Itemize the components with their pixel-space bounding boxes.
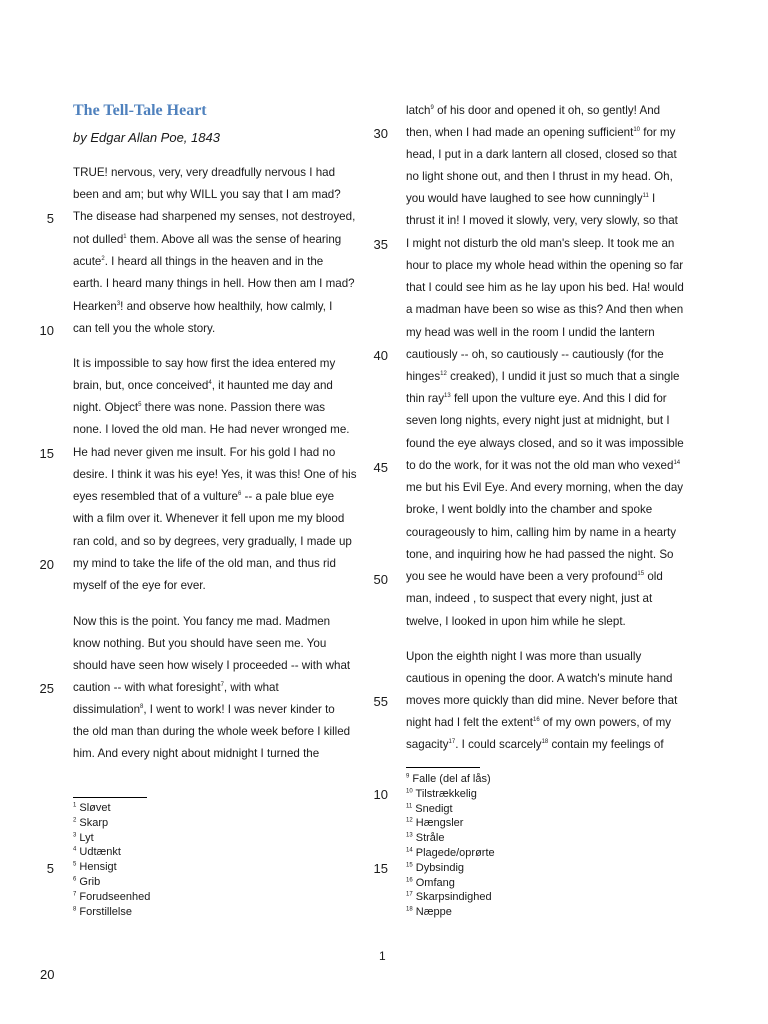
text-line: head, I put in a dark lantern all closed, closed so that xyxy=(406,148,677,161)
footnote-reference: 3 xyxy=(116,301,121,308)
text-line: Hearken$^3$! and observe how healthily, how calmly, I xyxy=(73,300,333,313)
text-line: to do the work, for it was not the old man who vexed$^{14}$ xyxy=(406,459,681,472)
footnote-reference: 10 xyxy=(633,127,641,134)
text-line: broke, I went boldly into the chamber and spoke xyxy=(406,503,653,516)
footnote-reference: 9 xyxy=(430,105,434,112)
text-line: that I could see him as he lay upon his bed. Ha! would xyxy=(406,281,684,294)
text-line: myself of the eye for ever. xyxy=(73,579,206,592)
footnote: $^{16}$ Omfang xyxy=(406,876,455,889)
footnote: $^9$ Falle (del af lås) xyxy=(406,773,491,785)
text-line: cautious in opening the door. A watch's minute hand xyxy=(406,672,673,685)
line-number: 55 xyxy=(373,694,388,709)
text-line: can tell you the whole story. xyxy=(73,322,216,335)
footnote-reference: 8 xyxy=(140,704,144,711)
footnote-separator-left xyxy=(73,797,147,798)
text-line: courageously to him, calling him by name in a hearty xyxy=(406,526,677,539)
byline: by Edgar Allan Poe, 1843 xyxy=(73,130,220,145)
footnote: $^{10}$ Tilstrækkelig xyxy=(406,787,477,800)
text-line: I might not disturb the old man's sleep. It took me an xyxy=(406,237,675,250)
footnote: $^6$ Grib xyxy=(73,876,101,888)
text-line: know nothing. But you should have seen me. You xyxy=(73,637,327,650)
text-line: man, indeed , to suspect that every night, just at xyxy=(406,592,653,605)
text-line: with a film over it. Whenever it fell upon me my blood xyxy=(73,512,345,525)
text-line: eyes resembled that of a vulture$^6$ -- a pale blue eye xyxy=(73,490,335,503)
text-line: thrust it in! I moved it slowly, very, very slowly, so that xyxy=(406,214,678,227)
footnote-reference: 6 xyxy=(237,491,242,498)
footnote-reference: 12 xyxy=(440,371,447,378)
line-number: 10 xyxy=(373,787,388,802)
text-line: should have seen how wisely I proceeded -- with what xyxy=(73,659,351,672)
text-line: me but his Evil Eye. And every morning, when the day xyxy=(406,481,684,494)
footnote: $^4$ Udtænkt xyxy=(73,846,121,859)
text-line: caution -- with what foresight$^7$, with what xyxy=(73,681,279,694)
line-number: 10 xyxy=(39,323,54,338)
text-line: It is impossible to say how first the idea entered my xyxy=(73,357,336,370)
text-line: The disease had sharpened my senses, not destroyed, xyxy=(73,210,356,223)
text-line: night. Object$^5$ there was none. Passion there was xyxy=(73,401,326,414)
footnote-reference: 18 xyxy=(541,739,549,746)
text-line: night had I felt the extent$^{16}$ of my own powers, of my xyxy=(406,716,672,729)
line-number: 50 xyxy=(373,572,388,587)
footnote-reference: 14 xyxy=(673,460,681,467)
text-line: a madman have been so wise as this? And then when xyxy=(406,303,684,316)
text-line: you see he would have been a very profound$^{15}$ old xyxy=(406,570,663,583)
footnote-reference: 4 xyxy=(208,380,212,387)
line-number: 5 xyxy=(46,211,54,226)
footnote-reference: 15 xyxy=(637,571,645,578)
text-line: Now this is the point. You fancy me mad. Madmen xyxy=(73,615,331,628)
text-line: desire. I think it was his eye! Yes, it was this! One of his xyxy=(73,468,357,481)
footnote: $^1$ Sløvet xyxy=(73,802,111,814)
line-number: 35 xyxy=(373,237,388,252)
footnote: $^{11}$ Snedigt xyxy=(406,802,453,815)
text-line: TRUE! nervous, very, very dreadfully nervous I had xyxy=(73,166,336,179)
footnote-reference: 13 xyxy=(444,393,451,400)
text-line: Upon the eighth night I was more than usually xyxy=(406,650,642,663)
text-line: brain, but, once conceived$^4$, it haunted me day and xyxy=(73,379,333,392)
text-line: thin ray$^{13}$ fell upon the vulture eye. And this I did for xyxy=(406,392,667,405)
text-line: then, when I had made an opening sufficient$^{10}$ for my xyxy=(406,126,676,139)
text-line: my head was well in the room I undid the lantern xyxy=(406,326,655,339)
text-line: none. I loved the old man. He had never wronged me. xyxy=(73,423,350,436)
text-line: hour to place my whole head within the opening so far xyxy=(406,259,684,272)
text-line: moves more quickly than did mine. Never before that xyxy=(406,694,678,707)
text-line: sagacity$^{17}$. I could scarcely$^{18}$ contain my feelings of xyxy=(406,738,664,751)
footnote: $^{18}$ Næppe xyxy=(406,906,452,919)
bottom-line-number: 20 xyxy=(40,967,55,982)
text-line: acute$^2$. I heard all things in the heaven and in the xyxy=(73,255,324,268)
footnote-reference: 2 xyxy=(101,256,105,263)
text-line: twelve, I looked in upon him while he slept. xyxy=(406,615,626,628)
text-line: cautiously -- oh, so cautiously -- cautiously (for the xyxy=(406,348,664,361)
text-line: seven long nights, every night just at midnight, but I xyxy=(406,414,670,427)
text-line: you would have laughed to see how cunningly$^{11}$ I xyxy=(406,192,656,205)
text-line: found the eye always closed, and so it was impossible xyxy=(406,437,684,450)
text-line: latch$^9$ of his door and opened it oh, so gently! And xyxy=(406,104,661,117)
text-line: hinges$^{12}$ creaked), I undid it just so much that a single xyxy=(406,370,680,383)
line-number: 45 xyxy=(373,460,388,475)
text-line: him. And every night about midnight I turned the xyxy=(73,747,320,760)
text-line: tone, and inquiring how he had passed the night. So xyxy=(406,548,674,561)
footnote: $^7$ Forudseenhed xyxy=(73,890,151,903)
footnote-reference: 5 xyxy=(138,402,142,409)
footnote: $^{17}$ Skarpsindighed xyxy=(406,891,492,904)
line-number: 40 xyxy=(373,348,388,363)
line-number: 20 xyxy=(39,557,54,572)
footnote: $^{13}$ Stråle xyxy=(406,832,445,845)
text-line: not dulled$^1$ them. Above all was the sense of hearing xyxy=(73,233,342,246)
footnote: $^{12}$ Hængsler xyxy=(406,817,464,830)
text-line: my mind to take the life of the old man, and thus rid xyxy=(73,557,336,570)
footnote: $^{14}$ Plagede/oprørte xyxy=(406,847,495,859)
footnote-reference: 1 xyxy=(123,234,127,241)
page-title: The Tell-Tale Heart xyxy=(73,102,207,119)
line-number: 25 xyxy=(39,681,54,696)
footnote: $^5$ Hensigt xyxy=(73,861,117,874)
footnote: $^3$ Lyt xyxy=(73,831,94,844)
text-line: the old man than during the whole week before I killed xyxy=(73,725,351,738)
footnote-reference: 7 xyxy=(220,682,224,689)
text-line: dissimulation$^8$, I went to work! I was never kinder to xyxy=(73,703,335,716)
line-number: 15 xyxy=(373,861,388,876)
footnote: $^8$ Forstillelse xyxy=(73,905,132,918)
footnote-reference: 11 xyxy=(642,193,649,200)
text-line: no light shone out, and then I thrust in my head. Oh, xyxy=(406,170,673,183)
page-number: 1 xyxy=(379,949,386,963)
footnote-separator-right xyxy=(406,767,480,768)
line-number: 5 xyxy=(46,861,54,876)
footnote-reference: 16 xyxy=(532,717,540,724)
footnote: $^2$ Skarp xyxy=(73,816,109,829)
footnote-reference: 17 xyxy=(448,739,456,746)
line-number: 30 xyxy=(373,126,388,141)
text-line: He had never given me insult. For his gold I had no xyxy=(73,446,336,459)
line-number: 15 xyxy=(39,446,54,461)
text-line: been and am; but why WILL you say that I am mad? xyxy=(73,188,341,201)
footnote: $^{15}$ Dybsindig xyxy=(406,861,465,874)
text-line: ran cold, and so by degrees, very gradually, I made up xyxy=(73,535,352,548)
text-line: earth. I heard many things in hell. How then am I mad? xyxy=(73,277,355,290)
